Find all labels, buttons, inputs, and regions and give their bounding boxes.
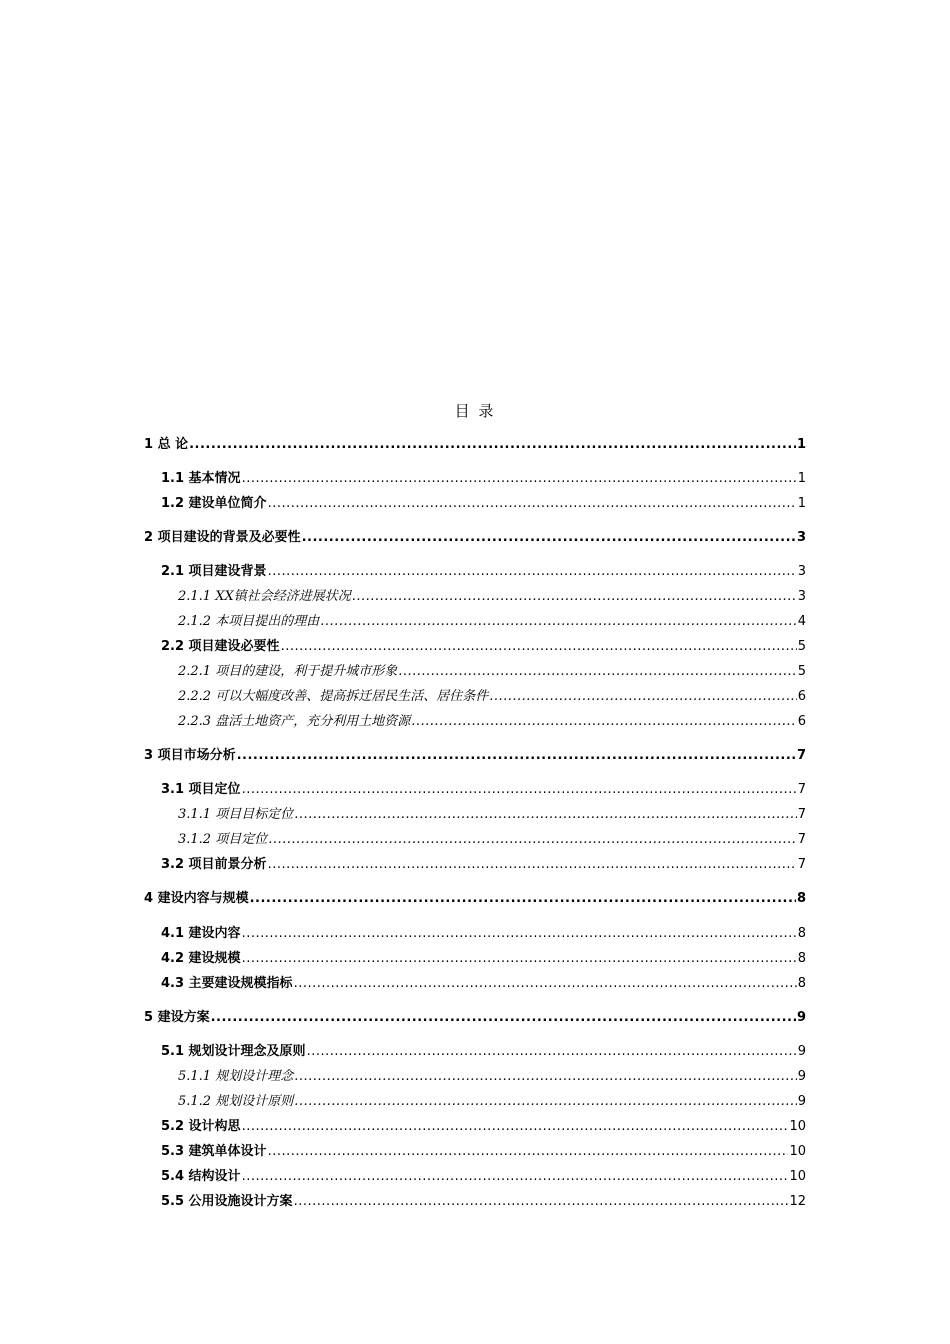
toc-entry-level2[interactable]: [161, 1116, 806, 1138]
toc-entry-page-number: 8: [797, 976, 806, 991]
toc-entry-level3[interactable]: [178, 804, 806, 826]
toc-entry-page-number: 10: [789, 1119, 806, 1134]
toc-entry-level2[interactable]: [161, 1191, 806, 1213]
toc-entry-level3[interactable]: [178, 1091, 806, 1113]
toc-entry-page-number: 7: [797, 782, 806, 797]
dot-leader: [242, 779, 797, 801]
toc-entry-page-number: 9: [797, 1069, 806, 1084]
toc-entry-page-number: 8: [797, 926, 806, 941]
dot-leader: [294, 1066, 797, 1088]
toc-entry-label: 3.1.2 项目定位: [178, 832, 268, 847]
toc-entry-page-number: 7: [797, 832, 806, 847]
toc-entry-page-number: 7: [796, 748, 806, 763]
dot-leader: [281, 636, 797, 658]
toc-entry-level2[interactable]: [161, 636, 806, 658]
toc-entry-page-number: 6: [797, 714, 806, 729]
toc-entry-page-number: 4: [797, 614, 806, 629]
toc-entry-level2[interactable]: [161, 948, 806, 970]
dot-leader: [268, 561, 797, 583]
toc-entry-label: 3 项目市场分析: [144, 748, 236, 763]
toc-entry-label: 4.1 建设内容: [161, 926, 241, 941]
dot-leader: [302, 527, 796, 549]
toc-entry-level2[interactable]: [161, 468, 806, 490]
toc-entry-label: 5.3 建筑单体设计: [161, 1144, 267, 1159]
toc-entry-level3[interactable]: [178, 829, 806, 851]
dot-leader: [294, 804, 797, 826]
toc-entry-page-number: 1: [796, 437, 806, 452]
toc-entry-label: 1.1 基本情况: [161, 471, 241, 486]
dot-leader: [242, 923, 797, 945]
toc-entry-level3[interactable]: [178, 586, 806, 608]
dot-leader: [211, 1007, 796, 1029]
toc-entry-level2[interactable]: [161, 973, 806, 995]
toc-entry-level2[interactable]: [161, 1041, 806, 1063]
toc-entry-level3[interactable]: [178, 661, 806, 683]
toc-entry-label: 2.2.3 盘活土地资产，充分利用土地资源: [178, 714, 411, 729]
toc-entry-level3[interactable]: [178, 686, 806, 708]
toc-entry-page-number: 3: [796, 530, 806, 545]
toc-entry-label: 2.2.2 可以大幅度改善、提高拆迁居民生活、居住条件: [178, 689, 489, 704]
toc-entry-level2[interactable]: [161, 561, 806, 583]
toc-entry-label: 5.2 设计构思: [161, 1119, 241, 1134]
toc-entry-page-number: 9: [797, 1094, 806, 1109]
toc-entry-level2[interactable]: [161, 854, 806, 876]
toc-entry-label: 2.2 项目建设必要性: [161, 639, 280, 654]
toc-entry-label: 2 项目建设的背景及必要性: [144, 530, 301, 545]
dot-leader: [268, 829, 797, 851]
dot-leader: [411, 711, 797, 733]
toc-entry-label: 4 建设内容与规模: [144, 891, 249, 906]
dot-leader: [489, 686, 797, 708]
dot-leader: [242, 468, 797, 490]
toc-entry-page-number: 12: [789, 1194, 806, 1209]
toc-entry-page-number: 3: [797, 564, 806, 579]
toc-entry-label: 1 总 论: [144, 437, 189, 452]
dot-leader: [307, 1041, 797, 1063]
dot-leader: [294, 973, 797, 995]
dot-leader: [294, 1191, 789, 1213]
toc-entry-level2[interactable]: [161, 493, 806, 515]
toc-entry-label: 2.1.1 XX镇社会经济进展状况: [178, 589, 351, 604]
toc-entry-page-number: 6: [797, 689, 806, 704]
toc-entry-label: 4.2 建设规模: [161, 951, 241, 966]
dot-leader: [294, 1091, 797, 1113]
toc-entry-label: 5.1 规划设计理念及原则: [161, 1044, 306, 1059]
dot-leader: [268, 493, 797, 515]
toc-entry-page-number: 8: [796, 891, 806, 906]
toc-entry-page-number: 5: [797, 664, 806, 679]
toc-entry-level2[interactable]: [161, 1141, 806, 1163]
dot-leader: [268, 854, 797, 876]
dot-leader: [242, 1166, 789, 1188]
toc-entry-level1[interactable]: [144, 888, 806, 910]
dot-leader: [268, 1141, 789, 1163]
dot-leader: [398, 661, 797, 683]
dot-leader: [352, 586, 797, 608]
toc-entry-level1[interactable]: [144, 1007, 806, 1029]
toc-entry-level3[interactable]: [178, 1066, 806, 1088]
toc-title: 目 录: [454, 402, 496, 420]
toc-entry-label: 5.1.1 规划设计理念: [178, 1069, 294, 1084]
toc-entry-level1[interactable]: [144, 527, 806, 549]
dot-leader: [237, 745, 796, 767]
toc-entry-page-number: 9: [797, 1044, 806, 1059]
toc-entry-label: 5.1.2 规划设计原则: [178, 1094, 294, 1109]
toc-entry-page-number: 5: [797, 639, 806, 654]
dot-leader: [242, 948, 797, 970]
toc-entry-level2[interactable]: [161, 1166, 806, 1188]
toc-entry-label: 2.1 项目建设背景: [161, 564, 267, 579]
toc-entry-level3[interactable]: [178, 711, 806, 733]
toc-entry-level3[interactable]: [178, 611, 806, 633]
toc-entry-page-number: 3: [797, 589, 806, 604]
toc-entry-label: 2.2.1 项目的建设，利于提升城市形象: [178, 664, 398, 679]
toc-entry-label: 3.1.1 项目目标定位: [178, 807, 294, 822]
toc-entry-level1[interactable]: [144, 434, 806, 456]
dot-leader: [189, 434, 796, 456]
toc-entry-label: 5.5 公用设施设计方案: [161, 1194, 293, 1209]
toc-entry-label: 1.2 建设单位简介: [161, 496, 267, 511]
toc-entry-label: 3.1 项目定位: [161, 782, 241, 797]
toc-entry-label: 2.1.2 本项目提出的理由: [178, 614, 320, 629]
toc-entry-level1[interactable]: [144, 745, 806, 767]
dot-leader: [242, 1116, 789, 1138]
toc-entry-page-number: 9: [796, 1010, 806, 1025]
toc-entry-page-number: 7: [797, 857, 806, 872]
dot-leader: [250, 888, 796, 910]
toc-entry-page-number: 1: [797, 496, 806, 511]
toc-entry-level2[interactable]: [161, 923, 806, 945]
toc-entry-label: 3.2 项目前景分析: [161, 857, 267, 872]
toc-entry-label: 5.4 结构设计: [161, 1169, 241, 1184]
dot-leader: [320, 611, 797, 633]
toc-entry-label: 4.3 主要建设规模指标: [161, 976, 293, 991]
toc-entry-page-number: 10: [789, 1169, 806, 1184]
toc-entry-page-number: 1: [797, 471, 806, 486]
toc-entry-label: 5 建设方案: [144, 1010, 210, 1025]
toc-entry-page-number: 10: [789, 1144, 806, 1159]
toc-entry-page-number: 7: [797, 807, 806, 822]
toc-entry-page-number: 8: [797, 951, 806, 966]
toc-entry-level2[interactable]: [161, 779, 806, 801]
